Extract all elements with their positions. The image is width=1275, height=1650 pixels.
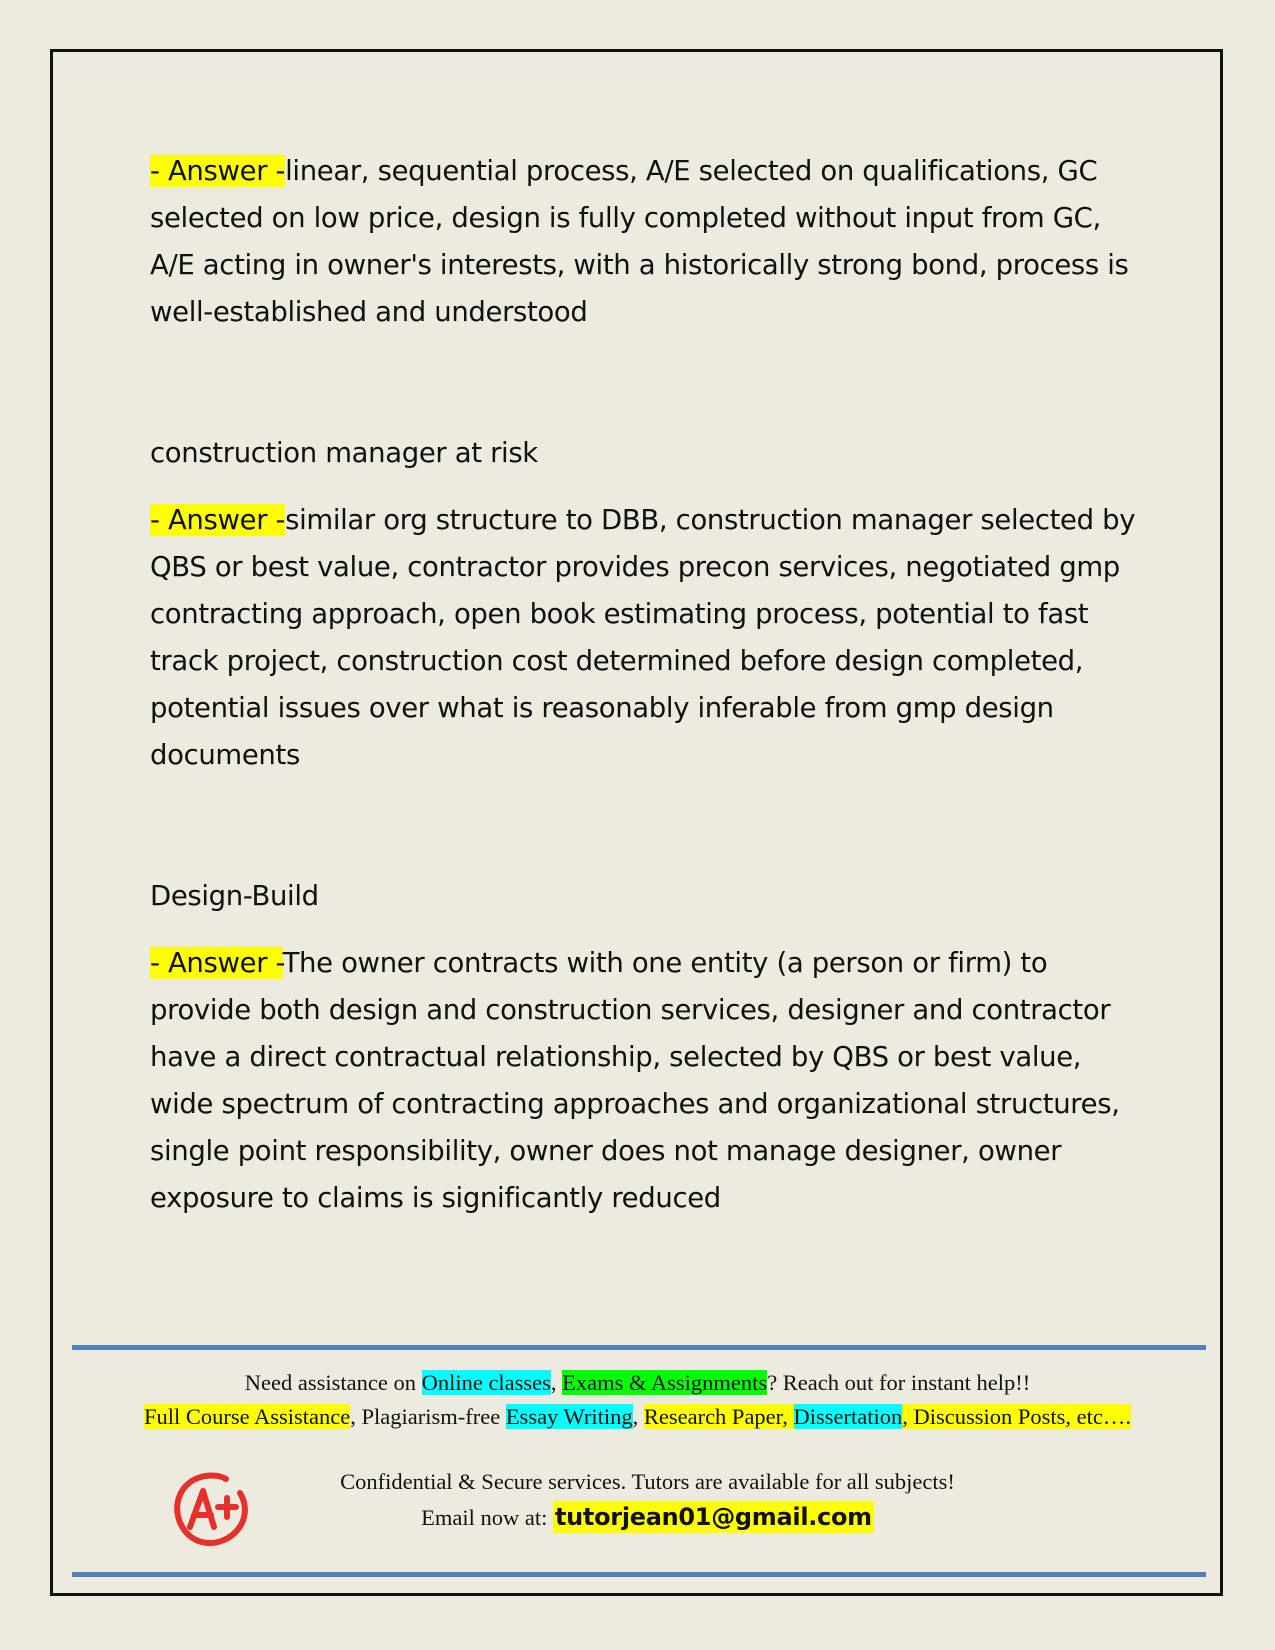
answer-text: linear, sequential process, A/E selected on qualifications, GC selected on low price, design is fully completed without input from GC, A/E acting in owner's interests, with a historically strong bond, process is well-established and understood <box>150 155 1129 328</box>
online-classes-link[interactable]: Online classes <box>421 1370 551 1395</box>
dissertation-link[interactable]: Dissertation <box>793 1404 903 1429</box>
exams-assignments-link[interactable]: Exams & Assignments <box>562 1370 768 1395</box>
footer-text: , <box>550 1370 563 1395</box>
discussion-posts-link[interactable]: , Discussion Posts, etc…. <box>902 1404 1132 1429</box>
email-label: Email now at: <box>421 1505 553 1530</box>
footer-top-rule <box>72 1345 1206 1350</box>
email-link[interactable]: tutorjean01@gmail.com <box>554 1503 872 1531</box>
document-body <box>150 148 1140 1222</box>
answer-label: - Answer - <box>150 504 286 536</box>
footer-line-2 <box>50 1402 1225 1432</box>
grade-a-plus-logo <box>170 1469 250 1549</box>
research-paper-link[interactable]: Research Paper, <box>643 1404 794 1429</box>
footer-line-3: Confidential & Secure services. Tutors are available for all subjects! <box>340 1469 955 1494</box>
term-heading-design-build: Design-Build <box>150 880 319 912</box>
footer-text: , <box>632 1404 644 1429</box>
footer-text: , Plagiarism-free <box>350 1404 506 1429</box>
answer-paragraph-3 <box>150 940 1140 1222</box>
essay-writing-link[interactable]: Essay Writing <box>505 1404 633 1429</box>
answer-text: similar org structure to DBB, construction manager selected by QBS or best value, contractor provides precon services, negotiated gmp contracting approach, open book estimating process, potential to fast track project, construction cost determined before design completed, potential issues over what is reasonably inferable from gmp design documents <box>150 504 1136 771</box>
footer-text: Need assistance on <box>244 1370 422 1395</box>
term-heading-cm-at-risk: construction manager at risk <box>150 437 538 469</box>
answer-label: - Answer - <box>150 155 286 187</box>
footer-text: ? Reach out for instant help!! <box>767 1370 1031 1395</box>
footer-line-1 <box>50 1368 1225 1398</box>
footer-bottom-rule <box>72 1572 1206 1577</box>
answer-paragraph-1 <box>150 148 1140 336</box>
answer-text: The owner contracts with one entity (a person or firm) to provide both design and construction services, designer and contractor have a direct contractual relationship, selected by QBS or best value, wide spectrum of contracting approaches and organizational structures, single point responsibility, owner does not manage designer, owner exposure to claims is significantly reduced <box>150 947 1120 1214</box>
answer-label: - Answer - <box>150 947 283 979</box>
full-course-link[interactable]: Full Course Assistance <box>143 1404 351 1429</box>
answer-paragraph-2 <box>150 497 1140 779</box>
